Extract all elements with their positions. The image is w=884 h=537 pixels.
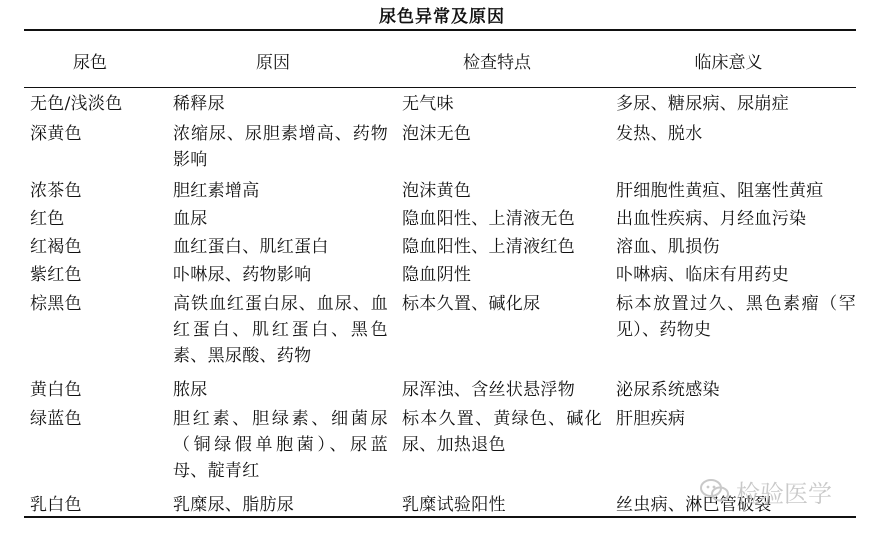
header-significance: 临床意义 [694,53,763,73]
cell-significance: 标本放置过久、黑色素瘤（罕见）、药物史 [616,294,856,340]
top-rule [24,29,856,31]
wechat-icon [700,478,730,504]
watermark [700,476,832,506]
cell-color: 红褐色 [30,237,82,257]
cell-significance: 溶血、肌损伤 [616,237,720,257]
cell-color: 乳白色 [30,495,82,515]
cell-feature: 泡沫无色 [402,124,472,144]
cell-cause: 胆红素、胆绿素、细菌尿（铜绿假单胞菌）、尿蓝母、靛青红 [173,409,388,481]
cell-color: 棕黑色 [30,294,82,314]
cell-feature: 泡沫黄色 [402,181,472,201]
cell-significance: 肝细胞性黄疸、阻塞性黄疸 [616,181,824,201]
cell-feature: 乳糜试验阳性 [402,495,506,515]
cell-color: 紫红色 [30,265,82,285]
cell-feature: 标本久置、碱化尿 [402,294,541,314]
header-color: 尿色 [73,53,107,73]
cell-color: 深黄色 [30,124,82,144]
cell-cause: 血红蛋白、肌红蛋白 [173,237,329,257]
cell-color: 绿蓝色 [30,409,82,429]
cell-feature: 隐血阳性、上清液无色 [402,209,575,229]
cell-significance: 卟啉病、临床有用药史 [616,265,789,285]
cell-color: 黄白色 [30,380,82,400]
cell-color: 红色 [30,209,65,229]
watermark-text: 检验医学 [736,479,832,508]
table-title: 尿色异常及原因 [379,7,505,27]
cell-cause: 稀释尿 [173,94,225,114]
cell-significance: 多尿、糖尿病、尿崩症 [616,94,789,114]
cell-cause: 卟啉尿、药物影响 [173,265,312,285]
cell-cause: 高铁血红蛋白尿、血尿、血红蛋白、肌红蛋白、黑色素、黑尿酸、药物 [173,294,388,366]
cell-feature: 尿浑浊、含丝状悬浮物 [402,380,575,400]
cell-significance: 泌尿系统感染 [616,380,720,400]
header-feature: 检查特点 [463,53,531,73]
cell-feature: 无气味 [402,94,454,114]
cell-color: 浓茶色 [30,181,82,201]
cell-significance: 丝虫病、淋巴管破裂 [616,495,772,515]
bottom-rule [24,516,856,518]
header-cause: 原因 [256,53,290,73]
cell-cause: 胆红素增高 [173,181,260,201]
cell-cause: 脓尿 [173,380,208,400]
cell-cause: 乳糜尿、脂肪尿 [173,495,295,515]
cell-color: 无色/浅淡色 [30,94,123,114]
cell-significance: 出血性疾病、月经血污染 [616,209,807,229]
cell-significance: 发热、脱水 [616,124,703,144]
cell-feature: 隐血阳性、上清液红色 [402,237,575,257]
cell-feature: 标本久置、黄绿色、碱化尿、加热退色 [402,409,602,455]
cell-cause: 浓缩尿、尿胆素增高、药物影响 [173,124,388,170]
cell-feature: 隐血阴性 [402,265,472,285]
cell-significance: 肝胆疾病 [616,409,686,429]
header-rule [24,87,856,88]
cell-cause: 血尿 [173,209,208,229]
